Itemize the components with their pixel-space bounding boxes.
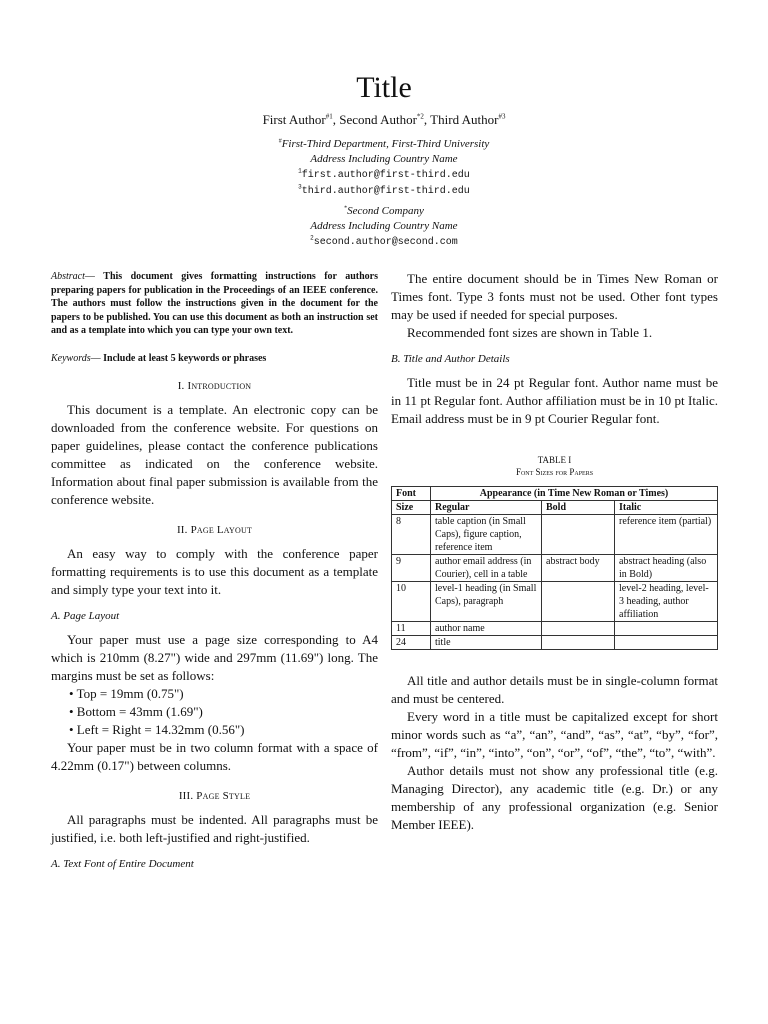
table-caption: TABLE I bbox=[537, 455, 572, 465]
cell-italic: abstract heading (also in Bold) bbox=[615, 555, 718, 582]
paragraph: Your paper must use a page size corresponding to A4 which is 210mm (8.27") wide and 297mm (11.69") long. The margins must be set as follows: bbox=[51, 632, 378, 683]
email-third bbox=[0, 184, 768, 199]
keywords bbox=[51, 352, 378, 366]
right-column bbox=[391, 270, 718, 834]
bullet-item: • Bottom = 43mm (1.69") bbox=[69, 704, 203, 719]
affiliation-2-sup: * bbox=[344, 205, 348, 212]
cell-regular: title bbox=[431, 636, 542, 650]
paragraph: Author details must not show any professional title (e.g. Managing Director), any academic title (e.g. Dr.) or any membership of any professional organization (e.g. Senior Member IEEE). bbox=[391, 763, 718, 832]
cell-italic: reference item (partial) bbox=[615, 515, 718, 555]
keywords-label: Keywords bbox=[51, 352, 91, 364]
table-row bbox=[392, 555, 718, 582]
email-second-text: second.author@second.com bbox=[313, 237, 458, 248]
table-title: Font Sizes for Papers bbox=[515, 467, 594, 477]
bullet-item: • Left = Right = 14.32mm (0.56") bbox=[69, 722, 245, 737]
cell-size: 10 bbox=[392, 582, 431, 622]
paragraph: Every word in a title must be capitalized except for short minor words such as “a”, “an”, “and”, “as”, “at”, “by”, “for”, “from”, “if”, “in”, “into”, “on”, “or”, “of”, “the”, “to”, “with”. bbox=[391, 709, 718, 760]
paragraph: Recommended font sizes are shown in Table 1. bbox=[407, 325, 653, 340]
email-third-sup: 3 bbox=[298, 183, 302, 191]
author-first: First Author bbox=[262, 112, 326, 127]
section-heading-page-style: III. Page Style bbox=[178, 790, 251, 802]
table-row bbox=[392, 582, 718, 622]
keywords-dash: — bbox=[90, 352, 104, 364]
subsection-heading-title-author: B. Title and Author Details bbox=[391, 353, 510, 365]
abstract-body: This document gives formatting instructions for authors preparing papers for publication in the Proceedings of an IEEE conference. The authors must follow the instructions given in the document for the papers to be published. You can use this document as both an instruction set and as a template into which you can type your own text. bbox=[51, 271, 378, 336]
cell-italic: level-2 heading, level-3 heading, author affiliation bbox=[615, 582, 718, 622]
abstract bbox=[51, 270, 378, 338]
section-heading-introduction: I. Introduction bbox=[177, 380, 252, 392]
email-first-sup: 1 bbox=[298, 167, 302, 175]
paragraph: An easy way to comply with the conference paper formatting requirements is to use this document as a template and simply type your text into it. bbox=[51, 546, 378, 597]
affiliation-1-sup: # bbox=[278, 138, 282, 145]
affiliation-2-name: Second Company bbox=[347, 205, 424, 217]
abstract-label: Abstract bbox=[51, 271, 85, 282]
affiliation-2-address: Address Including Country Name bbox=[310, 220, 458, 232]
keywords-body: Include at least 5 keywords or phrases bbox=[103, 352, 267, 364]
header-appearance: Appearance (in Time New Roman or Times) bbox=[431, 487, 718, 501]
table-spacer bbox=[391, 650, 718, 672]
table-row bbox=[392, 636, 718, 650]
affiliation-1-address: Address Including Country Name bbox=[310, 153, 458, 165]
affiliation-1-name: First-Third Department, First-Third University bbox=[281, 138, 490, 150]
cell-size: 9 bbox=[392, 555, 431, 582]
email-second-sup: 2 bbox=[310, 234, 314, 242]
header-italic: Italic bbox=[615, 501, 718, 515]
abstract-dash: — bbox=[84, 271, 104, 282]
author-third: , Third Author bbox=[423, 112, 499, 127]
header-bold: Bold bbox=[542, 501, 615, 515]
font-size-table bbox=[391, 486, 718, 650]
author-second-sup: *2 bbox=[416, 112, 424, 121]
paragraph: Title must be in 24 pt Regular font. Author name must be in 11 pt Regular font. Author affiliation must be in 10 pt Italic. Email address must be in 9 pt Courier Regular font. bbox=[391, 375, 718, 426]
affiliation-1-line-1 bbox=[0, 137, 768, 152]
paragraph: This document is a template. An electronic copy can be downloaded from the conference website. For questions on paper guidelines, please contact the conference publications committee as indicated on the conference website. Information about final paper submission is available from the conference website. bbox=[51, 402, 378, 507]
bullet-item: • Top = 19mm (0.75") bbox=[69, 686, 184, 701]
table-subheader-row bbox=[392, 501, 718, 515]
section-heading-page-layout: II. Page Layout bbox=[176, 524, 253, 536]
affiliation-2-line-1 bbox=[0, 204, 768, 219]
table-row bbox=[392, 515, 718, 555]
header-size: Size bbox=[392, 501, 431, 515]
cell-italic bbox=[615, 622, 718, 636]
cell-size: 11 bbox=[392, 622, 431, 636]
paragraph: All title and author details must be in single-column format and must be centered. bbox=[391, 673, 718, 706]
subsection-heading-page-layout: A. Page Layout bbox=[51, 610, 120, 622]
cell-bold bbox=[542, 636, 615, 650]
table-row bbox=[392, 622, 718, 636]
paragraph: The entire document should be in Times New Roman or Times font. Type 3 fonts must not be used. Other font types may be used if needed for special purposes. bbox=[391, 271, 718, 322]
cell-regular: table caption (in Small Caps), figure caption, reference item bbox=[431, 515, 542, 555]
header-regular: Regular bbox=[431, 501, 542, 515]
email-first bbox=[0, 168, 768, 183]
cell-size: 8 bbox=[392, 515, 431, 555]
subsection-heading-text-font: A. Text Font of Entire Document bbox=[51, 858, 194, 870]
email-second bbox=[0, 235, 768, 250]
cell-regular: author name bbox=[431, 622, 542, 636]
cell-bold: abstract body bbox=[542, 555, 615, 582]
cell-bold bbox=[542, 515, 615, 555]
left-column bbox=[51, 270, 378, 879]
author-third-sup: #3 bbox=[498, 112, 506, 121]
cell-italic bbox=[615, 636, 718, 650]
cell-bold bbox=[542, 582, 615, 622]
table-header-row bbox=[392, 487, 718, 501]
author-line bbox=[0, 112, 768, 128]
cell-regular: author email address (in Courier), cell in a table bbox=[431, 555, 542, 582]
cell-bold bbox=[542, 622, 615, 636]
author-second: , Second Author bbox=[332, 112, 417, 127]
paragraph: All paragraphs must be indented. All paragraphs must be justified, i.e. both left-justified and right-justified. bbox=[51, 812, 378, 845]
paragraph: Your paper must be in two column format with a space of 4.22mm (0.17") between columns. bbox=[51, 740, 378, 773]
cell-size: 24 bbox=[392, 636, 431, 650]
email-first-text: first.author@first-third.edu bbox=[301, 170, 470, 181]
author-first-sup: #1 bbox=[325, 112, 333, 121]
header-font: Font bbox=[392, 487, 431, 501]
email-third-text: third.author@first-third.edu bbox=[301, 186, 470, 197]
cell-regular: level-1 heading (in Small Caps), paragraph bbox=[431, 582, 542, 622]
paper-title: Title bbox=[356, 71, 412, 104]
